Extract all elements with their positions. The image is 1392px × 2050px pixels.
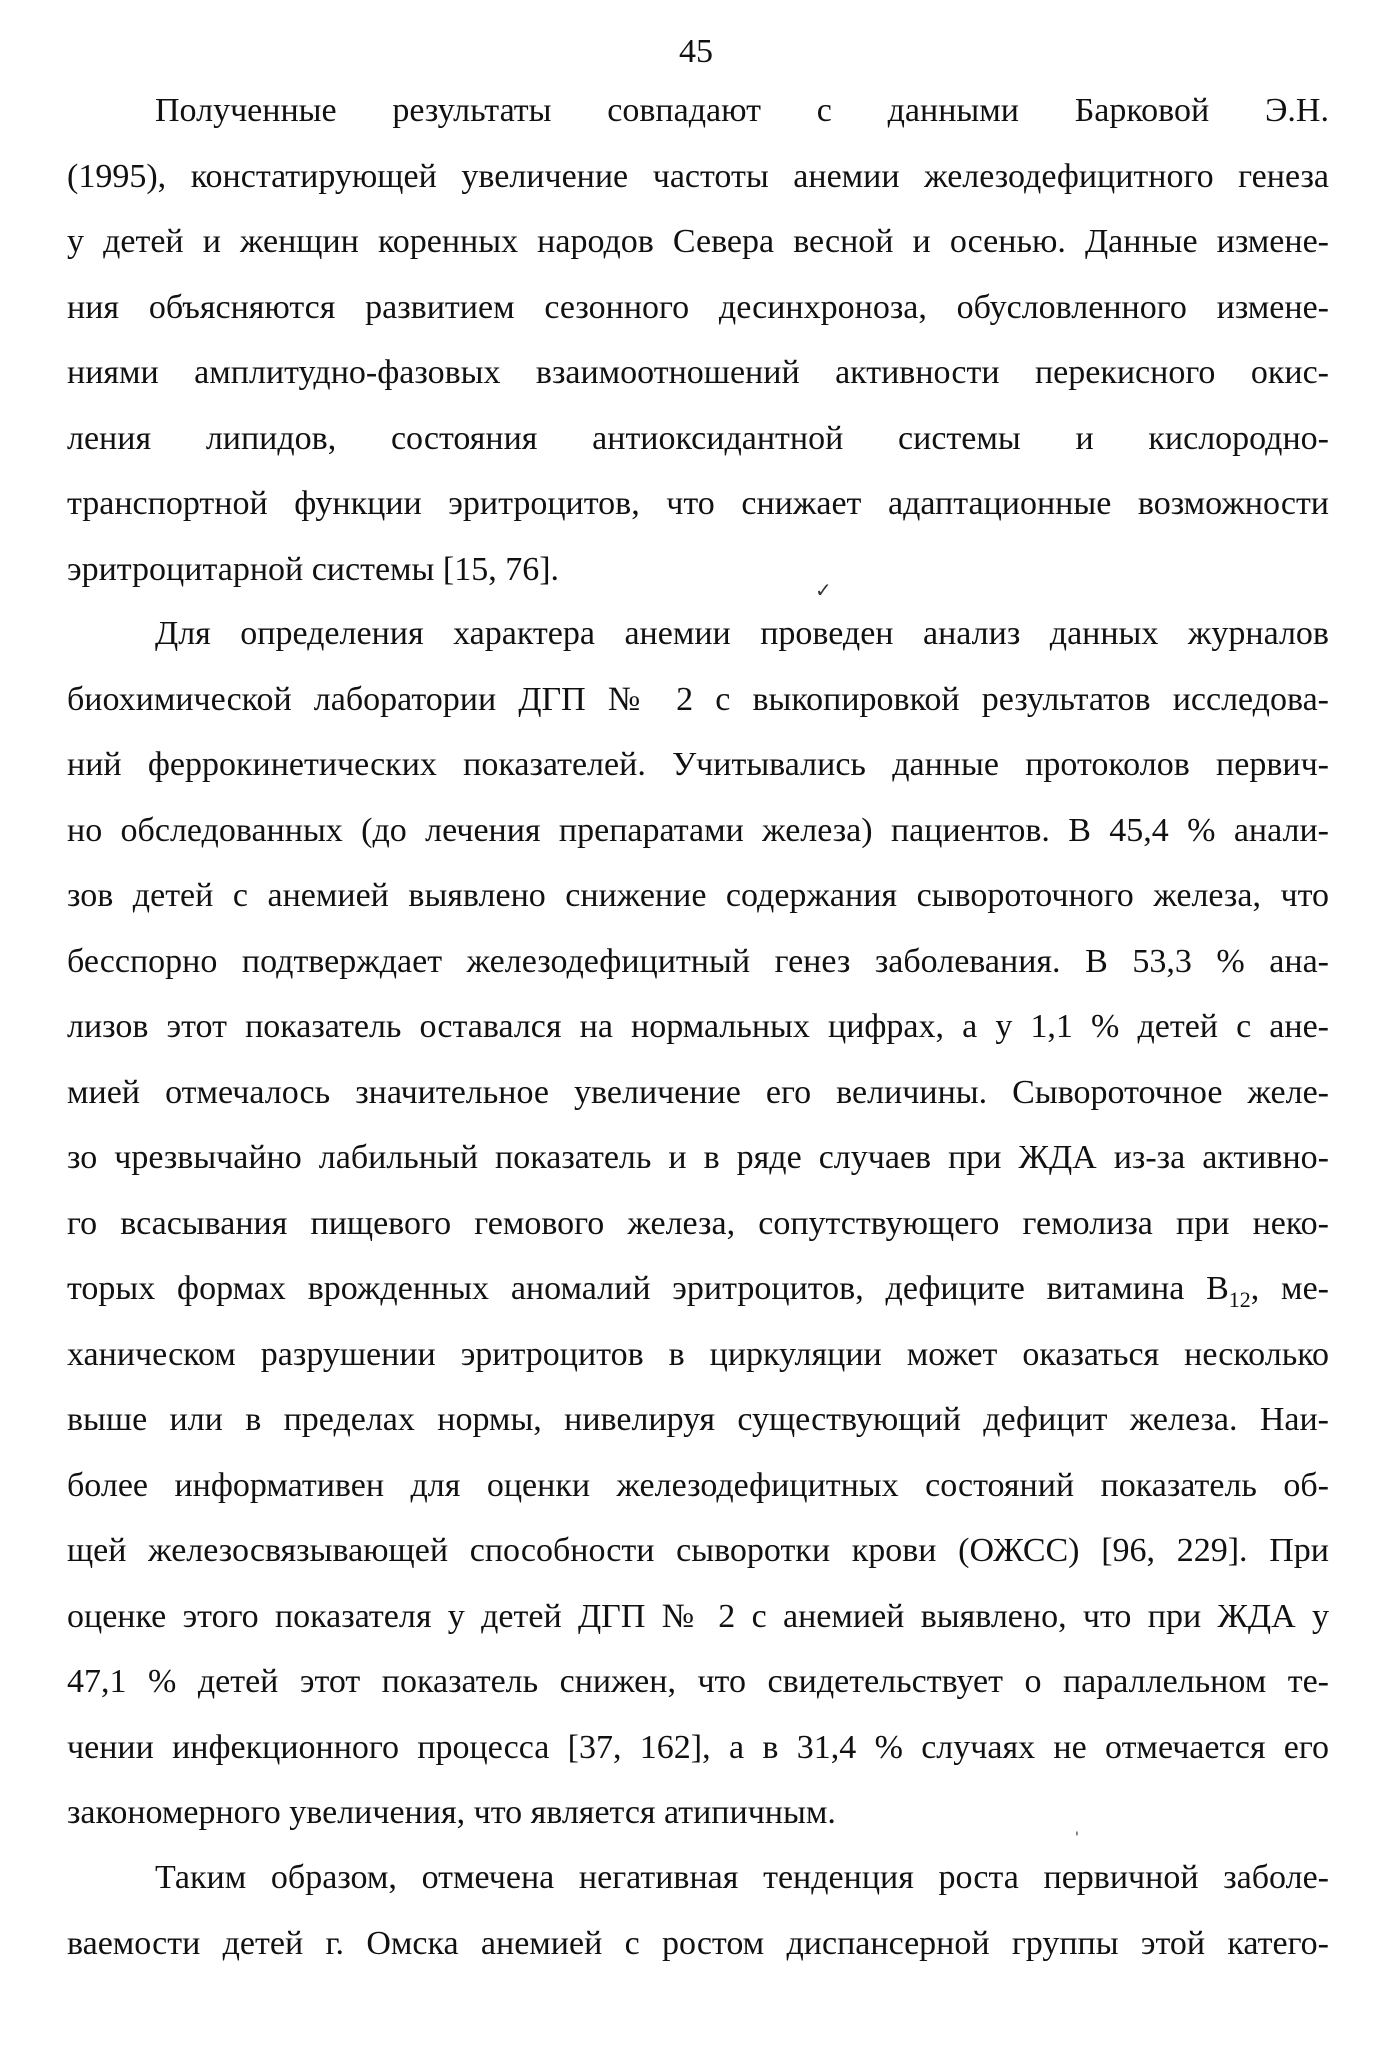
text-line: у детей и женщин коренных народов Севера весной и осенью. Данные измене- [67,223,1329,260]
scan-mark: ✓ [815,578,832,602]
text-line: лизов этот показатель оставался на нормальных цифрах, а у 1,1 % детей с ане- [67,1008,1329,1045]
text-line: зо чрезвычайно лабильный показатель и в ряде случаев при ЖДА из-за активно- [67,1139,1329,1176]
text-line: эритроцитарной системы [15, 76]. [67,550,560,588]
text-line: ниями амплитудно-фазовых взаимоотношений активности перекисного окис- [67,354,1329,391]
text-line: ния объясняются развитием сезонного десинхроноза, обусловленного измене- [67,288,1329,326]
page-number: 45 [679,33,713,70]
text-line: (1995), констатирующей увеличение частоты анемии железодефицитного генеза [67,157,1329,195]
text-line: более информативен для оценки железодефицитных состояний показатель об- [67,1466,1329,1504]
text-line: ления липидов, состояния антиоксидантной системы и кислородно- [67,419,1329,457]
text-line: мией отмечалось значительное увеличение его величины. Сывороточное желе- [67,1073,1329,1111]
text-line: зов детей с анемией выявлено снижение содержания сывороточного железа, что [67,877,1329,914]
text-line: Таким образом, отмечена негативная тенденция роста первичной заболе- [155,1859,1329,1896]
text-line: торых формах врожденных аномалий эритроцитов, дефиците витамина $В_{12}$, ме- [67,1270,1329,1312]
scan-mark: ' [1075,1830,1079,1846]
text-line: го всасывания пищевого гемового железа, сопутствующего гемолиза при неко- [67,1204,1329,1242]
text-line: Для определения характера анемии проведен анализ данных журналов [155,615,1329,652]
text-line: ваемости детей г. Омска анемией с ростом диспансерной группы этой катего- [67,1924,1329,1962]
text-line: оценке этого показателя у детей ДГП № 2 с анемией выявлено, что при ЖДА у [67,1597,1329,1635]
paragraph [67,601,1329,1846]
text-line: транспортной функции эритроцитов, что снижает адаптационные возможности [67,485,1329,522]
text-line: закономерного увеличения, что является атипичным. [67,1794,836,1831]
text-line: Полученные результаты совпадают с данными Барковой Э.Н. [155,92,1329,129]
text-line: щей железосвязывающей способности сыворотки крови (ОЖСС) [96, 229]. При [67,1532,1329,1569]
text-line: чении инфекционного процесса [37, 162], а в 31,4 % случаях не отмечается его [67,1728,1329,1766]
paragraph [67,1845,1329,1976]
text-line: ханическом разрушении эритроцитов в циркуляции может оказаться несколько [67,1335,1329,1373]
text-line: биохимической лаборатории ДГП № 2 с выкопировкой результатов исследова- [67,680,1329,718]
text-line: ний феррокинетических показателей. Учитывались данные протоколов первич- [67,746,1329,783]
text-line: но обследованных (до лечения препаратами железа) пациентов. В 45,4 % анали- [67,811,1329,849]
text-line: 47,1 % детей этот показатель снижен, что свидетельствует о параллельном те- [67,1663,1329,1700]
text-line: выше или в пределах нормы, нивелируя существующий дефицит железа. Наи- [67,1401,1329,1438]
text-line: бесспорно подтверждает железодефицитный генез заболевания. В 53,3 % ана- [67,942,1329,980]
paragraph [67,78,1329,602]
